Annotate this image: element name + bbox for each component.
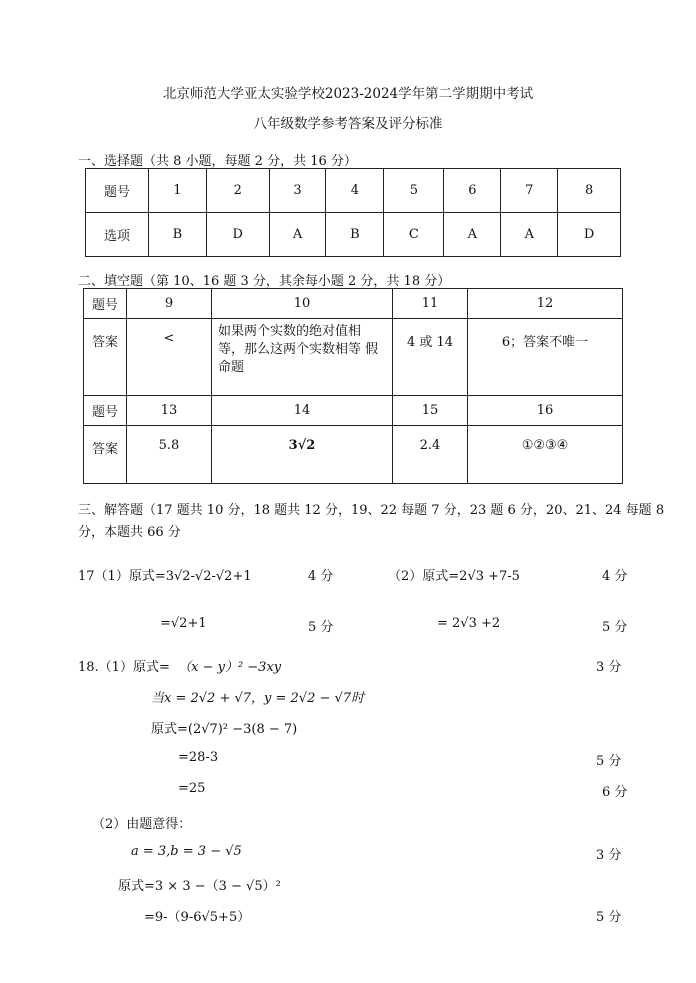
table-cell: D — [206, 213, 269, 257]
q18-part2-step: =9-（9-6√5+5） — [144, 910, 251, 925]
table-cell: B — [149, 213, 207, 257]
table-cell: 8 — [558, 169, 621, 213]
table-row — [84, 319, 623, 395]
score: 5 分 — [602, 620, 628, 635]
q18-condition: 当x = 2√2 + √7，y = 2√2 − √7时 — [151, 691, 365, 706]
table-cell: 3 — [269, 169, 326, 213]
row-label: 选项 — [86, 213, 149, 257]
table-cell: 4 或 14 — [393, 319, 468, 395]
section3-heading-line1: 三、解答题（17 题共 10 分，18 题共 12 分，19、22 每题 7 分，23 题 6 分，20、21、24 每题 8 — [78, 503, 665, 518]
table-cell: D — [558, 213, 621, 257]
table-cell: B — [326, 213, 384, 257]
q17-part1-line1 — [78, 565, 252, 584]
row-label: 题号 — [84, 395, 127, 425]
table-cell: 7 — [501, 169, 558, 213]
score: 6 分 — [602, 785, 628, 800]
table-cell: 5.8 — [127, 425, 212, 483]
score: 5 分 — [596, 754, 622, 769]
table-cell: C — [384, 213, 444, 257]
table-cell: A — [444, 213, 501, 257]
section3-heading-line2: 分，本题共 66 分 — [78, 525, 181, 540]
score: 4 分 — [602, 569, 628, 584]
table-row — [84, 425, 623, 483]
q17-part2-label: （2）原式= — [388, 569, 460, 584]
table-cell: ①②③④ — [468, 425, 623, 483]
q18-part2-expr: 原式=3 × 3 −（3 − √5）² — [118, 879, 281, 894]
table-cell: A — [501, 213, 558, 257]
q18-part2-label: （2）由题意得： — [92, 817, 192, 832]
section1-heading: 一、选择题（共 8 小题，每题 2 分，共 16 分） — [78, 154, 357, 169]
q17-expr: 3√2-√2-√2+1 — [165, 569, 252, 584]
table-cell: 如果两个实数的绝对值相等，那么这两个实数相等 假命题 — [212, 319, 393, 395]
section2-heading: 二、填空题（第 10、16 题 3 分，其余每小题 2 分，共 18 分） — [78, 274, 451, 289]
score: 5 分 — [308, 620, 334, 635]
table-cell: A — [269, 213, 326, 257]
table-cell: 2.4 — [393, 425, 468, 483]
table-cell: 15 — [393, 395, 468, 425]
score: 5 分 — [596, 910, 622, 925]
q17-part1-line2: =√2+1 — [160, 616, 207, 631]
table-row — [84, 289, 623, 319]
fill-answer-table — [83, 288, 623, 484]
q17-part2-line1 — [388, 565, 520, 584]
document-title: 北京师范大学亚太实验学校2023-2024学年第二学期期中考试 — [162, 86, 534, 102]
document-subtitle: 八年级数学参考答案及评分标准 — [253, 116, 443, 132]
table-row — [86, 213, 621, 257]
q18-result: =25 — [178, 781, 206, 796]
table-cell: 16 — [468, 395, 623, 425]
q18-ab-values: a = 3,b = 3 − √5 — [131, 844, 242, 859]
table-cell: 10 — [212, 289, 393, 319]
row-label: 答案 — [84, 319, 127, 395]
row-label: 题号 — [86, 169, 149, 213]
row-label: 题号 — [84, 289, 127, 319]
table-cell: 2 — [206, 169, 269, 213]
table-cell: 11 — [393, 289, 468, 319]
q17-part2-expr: 2√3 +7-5 — [459, 569, 520, 584]
table-cell: 13 — [127, 395, 212, 425]
score: 3 分 — [596, 660, 622, 675]
q18-part1-line1 — [78, 656, 281, 675]
table-cell: 12 — [468, 289, 623, 319]
table-cell: 4 — [326, 169, 384, 213]
table-row — [86, 169, 621, 213]
table-cell: 6；答案不唯一 — [468, 319, 623, 395]
q18-step: =28-3 — [178, 750, 219, 765]
q17-label: 17（1）原式= — [78, 569, 166, 584]
q18-substitution: 原式=(2√7)² −3(8 − 7) — [151, 722, 298, 737]
score: 4 分 — [308, 569, 334, 584]
score: 3 分 — [596, 848, 622, 863]
row-label: 答案 — [84, 425, 127, 483]
q18-expr: （x − y）² −3xy — [178, 660, 282, 675]
table-cell: 5 — [384, 169, 444, 213]
table-cell: < — [127, 319, 212, 395]
q17-part2-line2: = 2√3 +2 — [437, 616, 501, 631]
table-cell: 9 — [127, 289, 212, 319]
q18-label: 18.（1）原式= — [78, 660, 170, 675]
table-cell: 1 — [149, 169, 207, 213]
table-cell: 6 — [444, 169, 501, 213]
table-cell: 14 — [212, 395, 393, 425]
table-row — [84, 395, 623, 425]
choice-answer-table — [85, 168, 621, 257]
table-cell: 3√2 — [212, 425, 393, 483]
